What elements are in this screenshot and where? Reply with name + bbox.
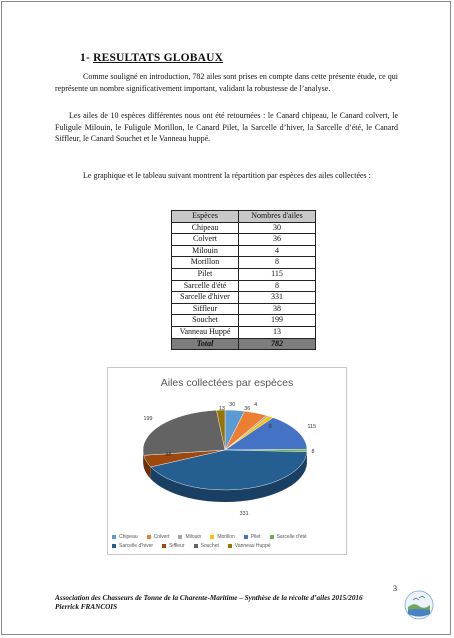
legend-swatch xyxy=(178,535,182,539)
pie-data-label: 199 xyxy=(143,415,153,422)
paragraph-intro: Comme souligné en introduction, 782 ailes sont prises en compte dans cette présente étude, ce qui représente un nombre significativement important, validant la robustesse de l’analyse. xyxy=(55,72,398,93)
table-cell-count: 8 xyxy=(239,280,316,292)
page-number: 3 xyxy=(393,584,397,593)
table-cell-species: Milouin xyxy=(172,245,239,257)
legend-swatch xyxy=(147,535,151,539)
table-cell-species: Pilet xyxy=(172,268,239,280)
table-row xyxy=(172,245,316,257)
table-header-species: Espèces xyxy=(172,211,239,223)
table-row xyxy=(172,315,316,327)
table-cell-count: 115 xyxy=(239,268,316,280)
legend-label: Sarcelle d'été xyxy=(276,534,307,540)
table-cell-count: 36 xyxy=(239,234,316,246)
chart-title: Ailes collectées par espèces xyxy=(160,377,294,389)
pie-data-label: 331 xyxy=(239,510,249,517)
pie-data-label: 38 xyxy=(165,452,172,459)
legend-label: Siffleur xyxy=(169,543,185,549)
table-cell-species: Sarcelle d'été xyxy=(172,280,239,292)
pie-data-label: 13 xyxy=(218,406,225,412)
table-cell-count: 38 xyxy=(239,303,316,315)
legend-label: Souchet xyxy=(200,543,219,549)
legend-swatch xyxy=(112,535,116,539)
legend-item xyxy=(112,534,138,540)
table-row xyxy=(172,280,316,292)
legend-swatch xyxy=(244,535,248,539)
table-cell-species: Colvert xyxy=(172,234,239,246)
table-row xyxy=(172,234,316,246)
legend-item xyxy=(162,543,184,549)
pie-chart xyxy=(107,367,347,555)
legend-label: Milouin xyxy=(185,534,202,540)
legend-label: Colvert xyxy=(153,534,170,540)
table-cell-species: Siffleur xyxy=(172,303,239,315)
pie-data-label: 115 xyxy=(307,423,317,430)
table-cell-count: 331 xyxy=(239,292,316,304)
table-cell-species: Vanneau Huppé xyxy=(172,326,239,338)
legend-item xyxy=(147,534,170,540)
pie-slice xyxy=(143,410,225,455)
legend-item xyxy=(270,534,307,540)
legend-swatch xyxy=(162,544,166,548)
pie-data-label: 4 xyxy=(254,402,258,408)
legend-swatch xyxy=(228,544,232,548)
section-number: 1- xyxy=(80,52,90,64)
legend-item xyxy=(228,543,271,549)
footer-line-2: Pierrick FRANCOIS xyxy=(55,602,118,611)
table-cell-count: 30 xyxy=(239,222,316,234)
table-header-row xyxy=(172,211,316,223)
paragraph-species: Les ailes de 10 espèces différentes nous ont été retournées : le Canard chipeau, le Canard colvert, le Fuligule Milouin, le Fuligule Morillon, le Canard Pilet, la Sarcelle d’hiver, la Sarcelle d’été, le Canard Siffleur, le Canard Souchet et le Vanneau huppé. xyxy=(55,111,398,144)
legend-swatch xyxy=(270,535,274,539)
pie-data-label: 30 xyxy=(229,402,236,408)
legend-swatch xyxy=(210,535,214,539)
legend-swatch xyxy=(112,544,116,548)
legend-label: Morillon xyxy=(217,534,235,540)
legend-label: Pilet xyxy=(250,534,261,540)
table-total-row xyxy=(172,338,316,350)
pie-chart-svg xyxy=(108,368,346,554)
table-cell-species: Sarcelle d'hiver xyxy=(172,292,239,304)
table-cell-count: 13 xyxy=(239,326,316,338)
legend-label: Vanneau Huppé xyxy=(234,543,271,549)
pie-data-label: 8 xyxy=(311,449,315,455)
table-total-label: Total xyxy=(172,338,239,350)
table-row xyxy=(172,292,316,304)
pie-data-label: 36 xyxy=(244,406,251,412)
table-row xyxy=(172,268,316,280)
table-cell-species: Chipeau xyxy=(172,222,239,234)
pie-data-label: 8 xyxy=(268,424,272,430)
chart-legend xyxy=(112,534,344,552)
legend-item xyxy=(194,543,219,549)
footer-line-1: Association des Chasseurs de Tonne de la Charente-Maritime – Synthèse de la récolte d’ailes 2015/2016 xyxy=(55,594,363,602)
table-total-value: 782 xyxy=(239,338,316,350)
legend-label: Chipeau xyxy=(119,534,138,540)
legend-item xyxy=(210,534,235,540)
legend-swatch xyxy=(194,544,198,548)
table-cell-count: 8 xyxy=(239,257,316,269)
table-row xyxy=(172,257,316,269)
table-cell-count: 4 xyxy=(239,245,316,257)
table-cell-species: Souchet xyxy=(172,315,239,327)
legend-item xyxy=(112,543,153,549)
page-footer xyxy=(55,594,363,611)
table-cell-count: 199 xyxy=(239,315,316,327)
association-logo xyxy=(404,590,434,620)
table-cell-species: Morillon xyxy=(172,257,239,269)
table-row xyxy=(172,326,316,338)
table-header-count: Nombres d'ailes xyxy=(239,211,316,223)
species-table xyxy=(171,210,316,350)
legend-item xyxy=(244,534,261,540)
table-row xyxy=(172,303,316,315)
paragraph-chart-intro: Le graphique et le tableau suivant montrent la répartition par espèces des ailes collectées : xyxy=(83,171,371,180)
section-heading xyxy=(80,52,223,64)
section-title: RESULTATS GLOBAUX xyxy=(93,52,224,64)
legend-item xyxy=(178,534,201,540)
table-row xyxy=(172,222,316,234)
legend-label: Sarcelle d'hiver xyxy=(119,543,154,549)
